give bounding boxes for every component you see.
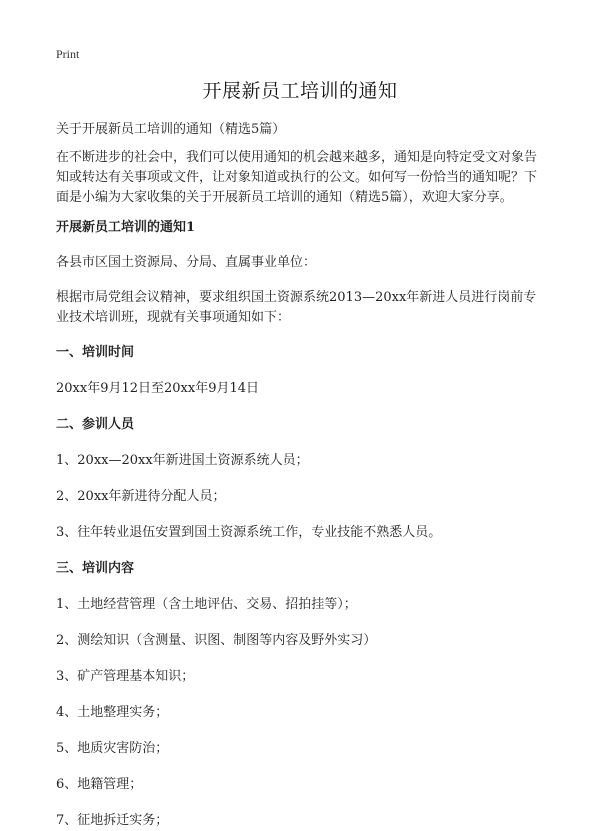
list-item: 2、20xx年新进待分配人员； (56, 489, 226, 504)
list-item: 7、征地拆迁实务； (56, 813, 169, 828)
body-paragraph: 根据市局党组会议精神，要求组织国土资源系统2013—20xx年新进人员进行岗前专业技术培训班，现就有关事项通知如下： (56, 290, 537, 325)
subtitle: 关于开展新员工培训的通知（精选5篇） (56, 122, 286, 137)
heading-training-content: 三、培训内容 (56, 561, 135, 576)
heading-training-time: 一、培训时间 (56, 345, 135, 360)
intro-paragraph: 在不断进步的社会中，我们可以使用通知的机会越来越多，通知是向特定受文对象告知或转达有关事项或文件，让对象知道或执行的公文。如何写一份恰当的通知呢？下面是小编为大家收集的关于开展新员工培训的通知（精选5篇），欢迎大家分享。 (56, 150, 538, 205)
list-item: 1、土地经营管理（含土地评估、交易、招拍挂等）； (56, 597, 357, 612)
salutation: 各县市区国土资源局、分局、直属事业单位： (56, 255, 317, 270)
list-item: 2、测绘知识（含测量、识图、制图等内容及野外实习） (56, 633, 377, 648)
document-body (56, 120, 548, 831)
list-item: 6、地籍管理； (56, 777, 143, 792)
list-item: 1、20xx—20xx年新进国土资源系统人员； (56, 453, 309, 468)
training-time-value: 20xx年9月12日至20xx年9月14日 (56, 381, 260, 396)
list-item: 5、地质灾害防治； (56, 741, 169, 756)
list-item: 3、矿产管理基本知识； (56, 669, 195, 684)
print-link[interactable]: Print (56, 47, 80, 61)
list-item: 4、土地整理实务； (56, 705, 169, 720)
page-title: 开展新员工培训的通知 (202, 80, 398, 102)
heading-participants: 二、参训人员 (56, 417, 135, 432)
list-item: 3、往年转业退伍安置到国土资源系统工作，专业技能不熟悉人员。 (56, 525, 442, 540)
section-heading: 开展新员工培训的通知1 (56, 220, 196, 235)
